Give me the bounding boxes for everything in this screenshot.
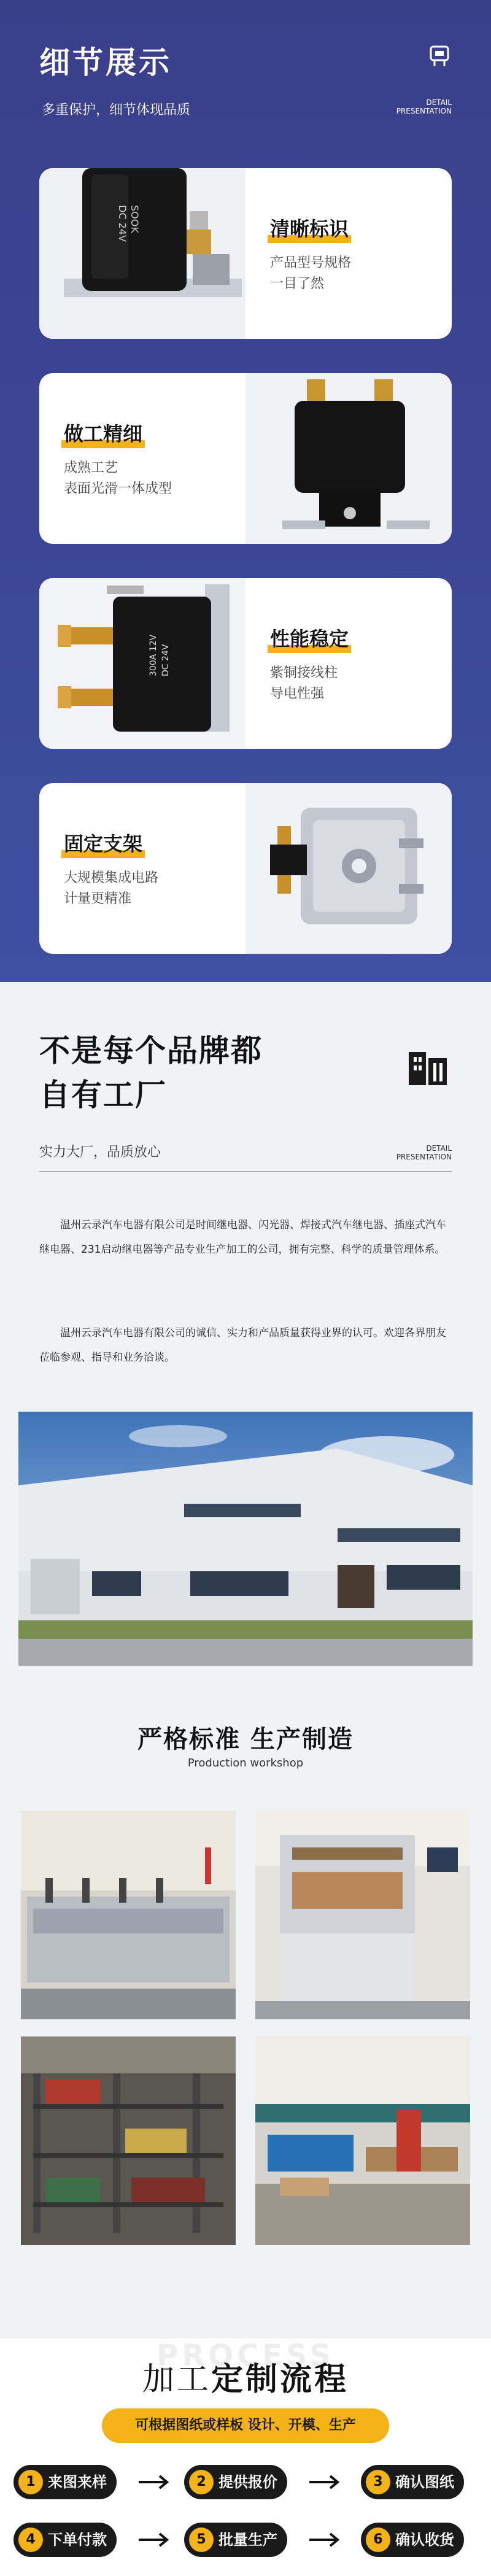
workshop-photo-2 — [255, 1811, 470, 2019]
step-number: 2 — [189, 2470, 214, 2494]
step-label: 确认图纸 — [395, 2474, 454, 2491]
relay-photo-side — [39, 578, 246, 749]
feature-title: 性能稳定 — [270, 624, 349, 652]
process-tagline: 可根据图纸或样板 设计、开模、生产 — [102, 2408, 389, 2443]
step-number: 5 — [189, 2528, 214, 2552]
relay-label-1: 300A 12V — [149, 634, 158, 676]
step-number: 3 — [366, 2470, 390, 2494]
step-label: 下单付款 — [48, 2531, 107, 2548]
workshop-title: 严格标准 生产制造 — [137, 1725, 354, 1754]
relay-label-2: DC 24V — [161, 644, 171, 676]
feature-title: 固定支架 — [64, 829, 142, 857]
step-number: 4 — [18, 2528, 43, 2552]
feature-desc: 产品型号规格 一目了然 — [270, 255, 352, 292]
badge-icon — [427, 44, 452, 69]
factory-building-photo — [18, 1412, 473, 1666]
feature-title: 做工精细 — [64, 419, 142, 447]
process-step-3 — [361, 2465, 464, 2499]
workshop-photo-3 — [21, 2036, 236, 2245]
relay-photo-bracket — [246, 783, 452, 954]
feature-desc: 成熟工艺 表面光滑一体成型 — [64, 460, 172, 497]
company-intro: 温州云录汽车电器有限公司是时间继电器、闪光器、焊接式汽车继电器、插座式汽车继电器、231启动继电器等产品专业生产加工的公司，拥有完整、科学的质量管理体系。 — [39, 1219, 446, 1256]
factory-subtitle: 实力大厂，品质放心 — [39, 1145, 161, 1160]
workshop-photo-1 — [21, 1811, 236, 2019]
process-section — [0, 2338, 491, 2576]
step-label: 确认收货 — [395, 2531, 454, 2548]
process-step-5 — [184, 2523, 287, 2557]
step-label: 来图来样 — [48, 2474, 107, 2491]
feature-title: 清晰标识 — [270, 214, 349, 242]
feature-card-craft — [39, 373, 452, 544]
process-step-1 — [14, 2465, 117, 2499]
building-icon — [406, 1043, 450, 1088]
details-en-label: DETAIL PRESENTATION — [396, 98, 452, 115]
process-watermark: PROCESS — [157, 2338, 334, 2373]
arrow-right-icon — [136, 2473, 171, 2491]
relay-photo-front — [39, 168, 246, 339]
feature-desc: 大规模集成电路 计量更精准 — [64, 870, 159, 907]
process-step-6 — [361, 2523, 464, 2557]
details-subtitle: 多重保护，细节体现品质 — [42, 102, 191, 118]
divider — [39, 1171, 452, 1172]
factory-section — [0, 982, 491, 2338]
step-label: 批量生产 — [218, 2531, 277, 2548]
factory-en-label: DETAIL PRESENTATION — [396, 1144, 452, 1161]
process-step-4 — [14, 2523, 117, 2557]
arrow-right-icon — [307, 2531, 341, 2549]
feature-card-label — [39, 168, 452, 339]
step-number: 1 — [18, 2470, 43, 2494]
relay-label-1: SOOK — [129, 205, 141, 233]
details-section — [0, 0, 491, 982]
relay-photo-top — [246, 373, 452, 544]
feature-card-bracket — [39, 783, 452, 954]
relay-label-2: DC 24V — [117, 205, 128, 242]
company-welcome: 温州云录汽车电器有限公司的诚信、实力和产品质量获得业界的认可。欢迎各界朋友莅临参观、指导和业务洽谈。 — [39, 1327, 446, 1364]
process-step-2 — [184, 2465, 287, 2499]
arrow-right-icon — [136, 2531, 171, 2549]
details-title: 细节展示 — [39, 45, 172, 80]
feature-desc: 紫铜接线柱 导电性强 — [270, 665, 338, 702]
process-title: 加工定制流程 — [142, 2361, 349, 2398]
step-label: 提供报价 — [218, 2474, 277, 2491]
workshop-photo-4 — [255, 2036, 470, 2245]
workshop-subtitle: Production workshop — [187, 1757, 304, 1770]
factory-headline: 不是每个品牌都 自有工厂 — [39, 1033, 263, 1113]
feature-card-stable — [39, 578, 452, 749]
step-number: 6 — [366, 2528, 390, 2552]
arrow-right-icon — [307, 2473, 341, 2491]
